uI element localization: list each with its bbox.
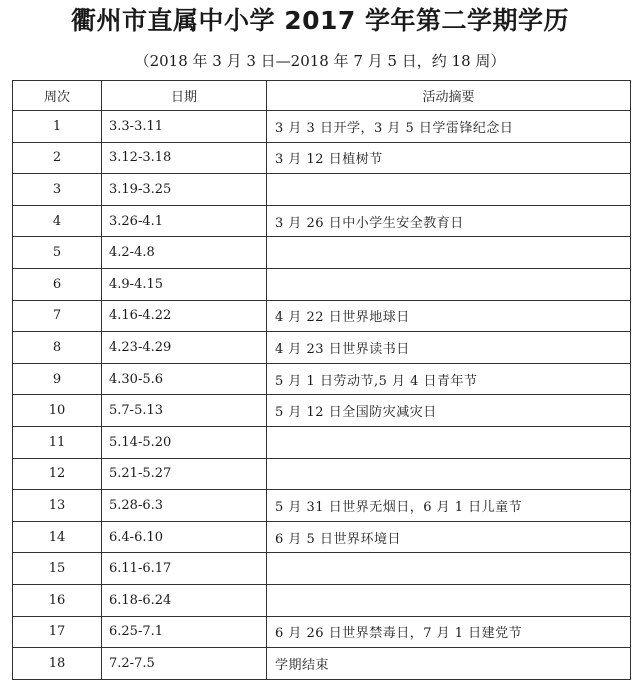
- date-cell: 4.30-5.6: [102, 363, 267, 395]
- date-cell: 5.21-5.27: [102, 458, 267, 490]
- activity-cell: 5 月 12 日全国防灾减灾日: [267, 395, 631, 427]
- week-cell: 5: [13, 237, 102, 269]
- activity-cell: [267, 584, 631, 616]
- table-row: [13, 205, 631, 237]
- week-cell: 12: [13, 458, 102, 490]
- week-cell: 17: [13, 616, 102, 648]
- page-subtitle: （2018 年 3 月 3 日—2018 年 7 月 5 日，约 18 周）: [134, 52, 506, 70]
- activity-cell: 6 月 26 日世界禁毒日，7 月 1 日建党节: [267, 616, 631, 648]
- header-week: 周次: [13, 81, 102, 111]
- activity-cell: [267, 237, 631, 269]
- week-cell: 13: [13, 490, 102, 522]
- activity-cell: 5 月 1 日劳动节,5 月 4 日青年节: [267, 363, 631, 395]
- date-cell: 6.18-6.24: [102, 584, 267, 616]
- week-cell: 7: [13, 300, 102, 332]
- date-cell: 5.14-5.20: [102, 426, 267, 458]
- week-cell: 4: [13, 205, 102, 237]
- week-cell: 14: [13, 521, 102, 553]
- date-cell: 3.19-3.25: [102, 174, 267, 206]
- activity-cell: 3 月 3 日开学，3 月 5 日学雷锋纪念日: [267, 111, 631, 143]
- date-cell: 5.28-6.3: [102, 490, 267, 522]
- activity-cell: 学期结束: [267, 648, 631, 680]
- table-row: [13, 237, 631, 269]
- table-row: [13, 268, 631, 300]
- date-cell: 4.2-4.8: [102, 237, 267, 269]
- table-header-row: [13, 81, 631, 111]
- header-activity: 活动摘要: [267, 81, 631, 111]
- date-cell: 6.4-6.10: [102, 521, 267, 553]
- week-cell: 8: [13, 332, 102, 364]
- table-row: [13, 616, 631, 648]
- activity-cell: [267, 553, 631, 585]
- activity-cell: 4 月 22 日世界地球日: [267, 300, 631, 332]
- activity-cell: [267, 268, 631, 300]
- week-cell: 3: [13, 174, 102, 206]
- date-cell: 3.3-3.11: [102, 111, 267, 143]
- table-row: [13, 521, 631, 553]
- table-row: [13, 395, 631, 427]
- activity-cell: 3 月 26 日中小学生安全教育日: [267, 205, 631, 237]
- date-cell: 3.26-4.1: [102, 205, 267, 237]
- table-row: [13, 426, 631, 458]
- week-cell: 16: [13, 584, 102, 616]
- table-row: [13, 142, 631, 174]
- activity-cell: [267, 458, 631, 490]
- week-cell: 10: [13, 395, 102, 427]
- table-row: [13, 332, 631, 364]
- table-row: [13, 553, 631, 585]
- table-row: [13, 490, 631, 522]
- date-cell: 6.25-7.1: [102, 616, 267, 648]
- date-cell: 4.9-4.15: [102, 268, 267, 300]
- date-cell: 6.11-6.17: [102, 553, 267, 585]
- date-cell: 3.12-3.18: [102, 142, 267, 174]
- activity-cell: 4 月 23 日世界读书日: [267, 332, 631, 364]
- table-row: [13, 584, 631, 616]
- activity-cell: 6 月 5 日世界环境日: [267, 521, 631, 553]
- table-row: [13, 363, 631, 395]
- week-cell: 1: [13, 111, 102, 143]
- week-cell: 18: [13, 648, 102, 680]
- activity-cell: 3 月 12 日植树节: [267, 142, 631, 174]
- table-row: [13, 648, 631, 680]
- table-row: [13, 174, 631, 206]
- activity-cell: 5 月 31 日世界无烟日，6 月 1 日儿童节: [267, 490, 631, 522]
- table-row: [13, 300, 631, 332]
- table-row: [13, 458, 631, 490]
- date-cell: 5.7-5.13: [102, 395, 267, 427]
- date-cell: 4.16-4.22: [102, 300, 267, 332]
- activity-cell: [267, 174, 631, 206]
- date-cell: 4.23-4.29: [102, 332, 267, 364]
- week-cell: 6: [13, 268, 102, 300]
- semester-calendar-table: [12, 80, 631, 680]
- activity-cell: [267, 426, 631, 458]
- date-cell: 7.2-7.5: [102, 648, 267, 680]
- week-cell: 11: [13, 426, 102, 458]
- header-date: 日期: [102, 81, 267, 111]
- week-cell: 9: [13, 363, 102, 395]
- week-cell: 15: [13, 553, 102, 585]
- page-title: 衢州市直属中小学 2017 学年第二学期学历: [71, 6, 569, 35]
- week-cell: 2: [13, 142, 102, 174]
- table-row: [13, 111, 631, 143]
